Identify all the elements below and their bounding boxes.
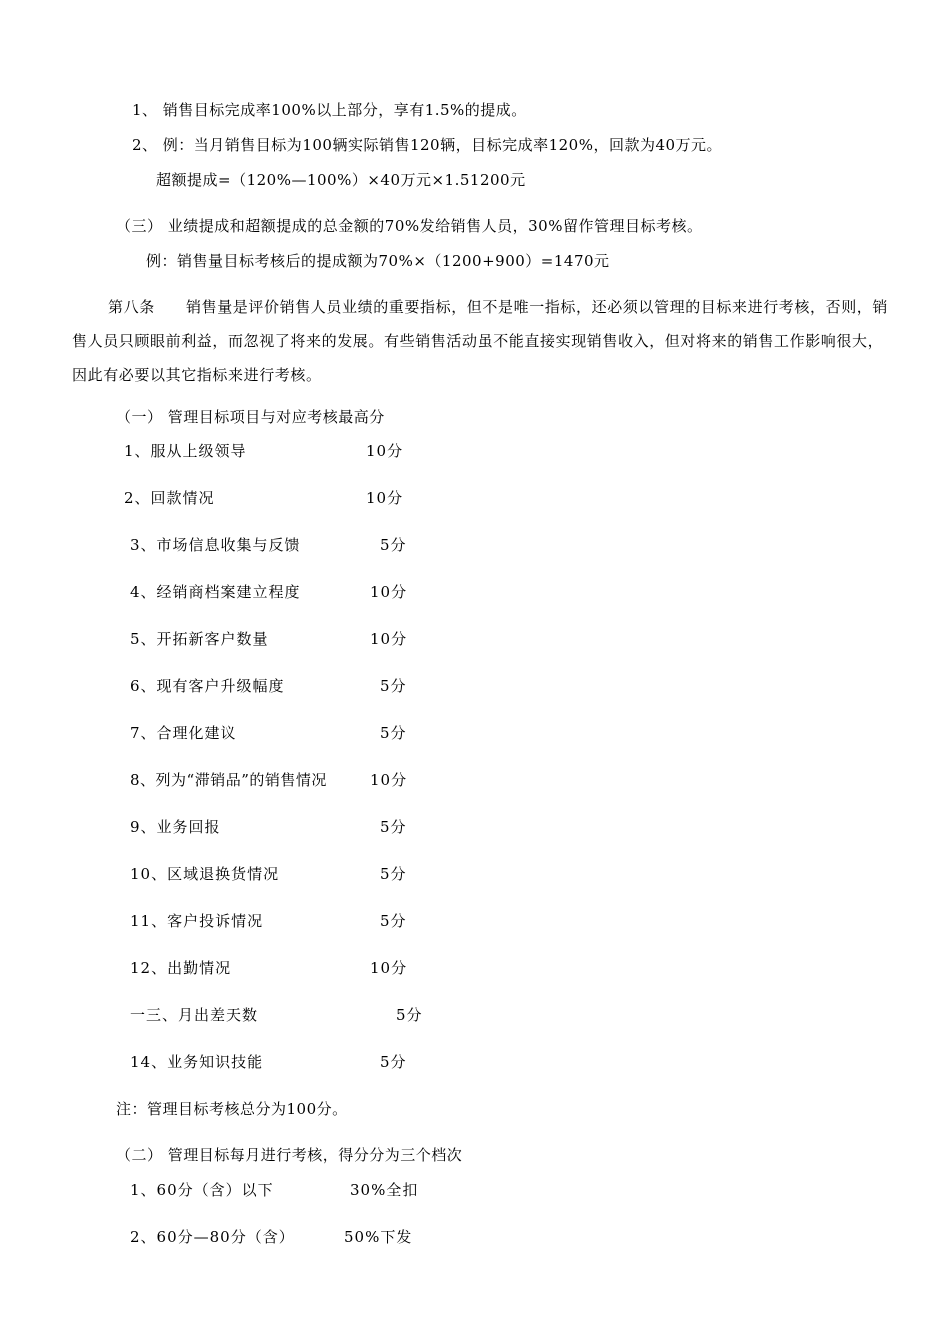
score-item-label: 2、回款情况 xyxy=(124,489,215,507)
tier-value: 30%全扣 xyxy=(350,1181,419,1199)
tier-label: 2、60分—80分（含） xyxy=(130,1228,295,1246)
score-item-value: 5分 xyxy=(380,677,407,695)
score-item-value: 5分 xyxy=(380,536,407,554)
score-item-label: 9、业务回报 xyxy=(130,818,221,836)
score-item-value: 10分 xyxy=(370,583,408,601)
score-item-label: 12、出勤情况 xyxy=(130,959,232,977)
example-line: 例：销售量目标考核后的提成额为70%×（1200+900）=1470元 xyxy=(146,252,610,270)
score-item-label: 一三、月出差天数 xyxy=(130,1006,259,1024)
section-1-heading: （一） 管理目标项目与对应考核最高分 xyxy=(116,408,385,426)
section-2-heading: （二） 管理目标每月进行考核，得分分为三个档次 xyxy=(116,1146,463,1164)
section-3-heading: （三） 业绩提成和超额提成的总金额的70%发给销售人员，30%留作管理目标考核。 xyxy=(116,217,703,235)
text-line-3: 超额提成=（120%—100%）×40万元×1.51200元 xyxy=(156,171,526,189)
score-item-value: 10分 xyxy=(366,489,404,507)
score-item-label: 14、业务知识技能 xyxy=(130,1053,264,1071)
score-item-label: 11、客户投诉情况 xyxy=(130,912,264,930)
score-item-value: 10分 xyxy=(370,630,408,648)
score-item-label: 1、服从上级领导 xyxy=(124,442,247,460)
score-item-value: 5分 xyxy=(380,724,407,742)
text-line-1: 1、 销售目标完成率100%以上部分，享有1.5%的提成。 xyxy=(132,101,527,119)
score-item-label: 3、市场信息收集与反馈 xyxy=(130,536,301,554)
tier-value: 50%下发 xyxy=(344,1228,413,1246)
score-item-label: 7、合理化建议 xyxy=(130,724,237,742)
score-item-label: 10、区域退换货情况 xyxy=(130,865,280,883)
score-item-label: 8、列为“滞销品”的销售情况 xyxy=(130,771,327,789)
total-score-note: 注：管理目标考核总分为100分。 xyxy=(116,1100,348,1118)
score-item-value: 10分 xyxy=(370,771,408,789)
text-line-2: 2、 例：当月销售目标为100辆实际销售120辆，目标完成率120%，回款为40万元。 xyxy=(132,136,723,154)
score-item-label: 6、现有客户升级幅度 xyxy=(130,677,285,695)
score-item-value: 5分 xyxy=(380,865,407,883)
score-item-value: 5分 xyxy=(380,1053,407,1071)
score-item-label: 5、开拓新客户数量 xyxy=(130,630,269,648)
score-item-value: 5分 xyxy=(380,818,407,836)
score-item-value: 10分 xyxy=(370,959,408,977)
score-item-value: 5分 xyxy=(380,912,407,930)
tier-label: 1、60分（含）以下 xyxy=(130,1181,274,1199)
score-item-label: 4、经销商档案建立程度 xyxy=(130,583,301,601)
score-item-value: 5分 xyxy=(396,1006,423,1024)
score-item-value: 10分 xyxy=(366,442,404,460)
article-8-paragraph: 第八条 销售量是评价销售人员业绩的重要指标，但不是唯一指标，还必须以管理的目标来进行考核，否则，销售人员只顾眼前利益，而忽视了将来的发展。有些销售活动虽不能直接实现销售收入，但对将来的销售工作影响很大，因此有必要以其它指标来进行考核。 xyxy=(72,298,889,384)
